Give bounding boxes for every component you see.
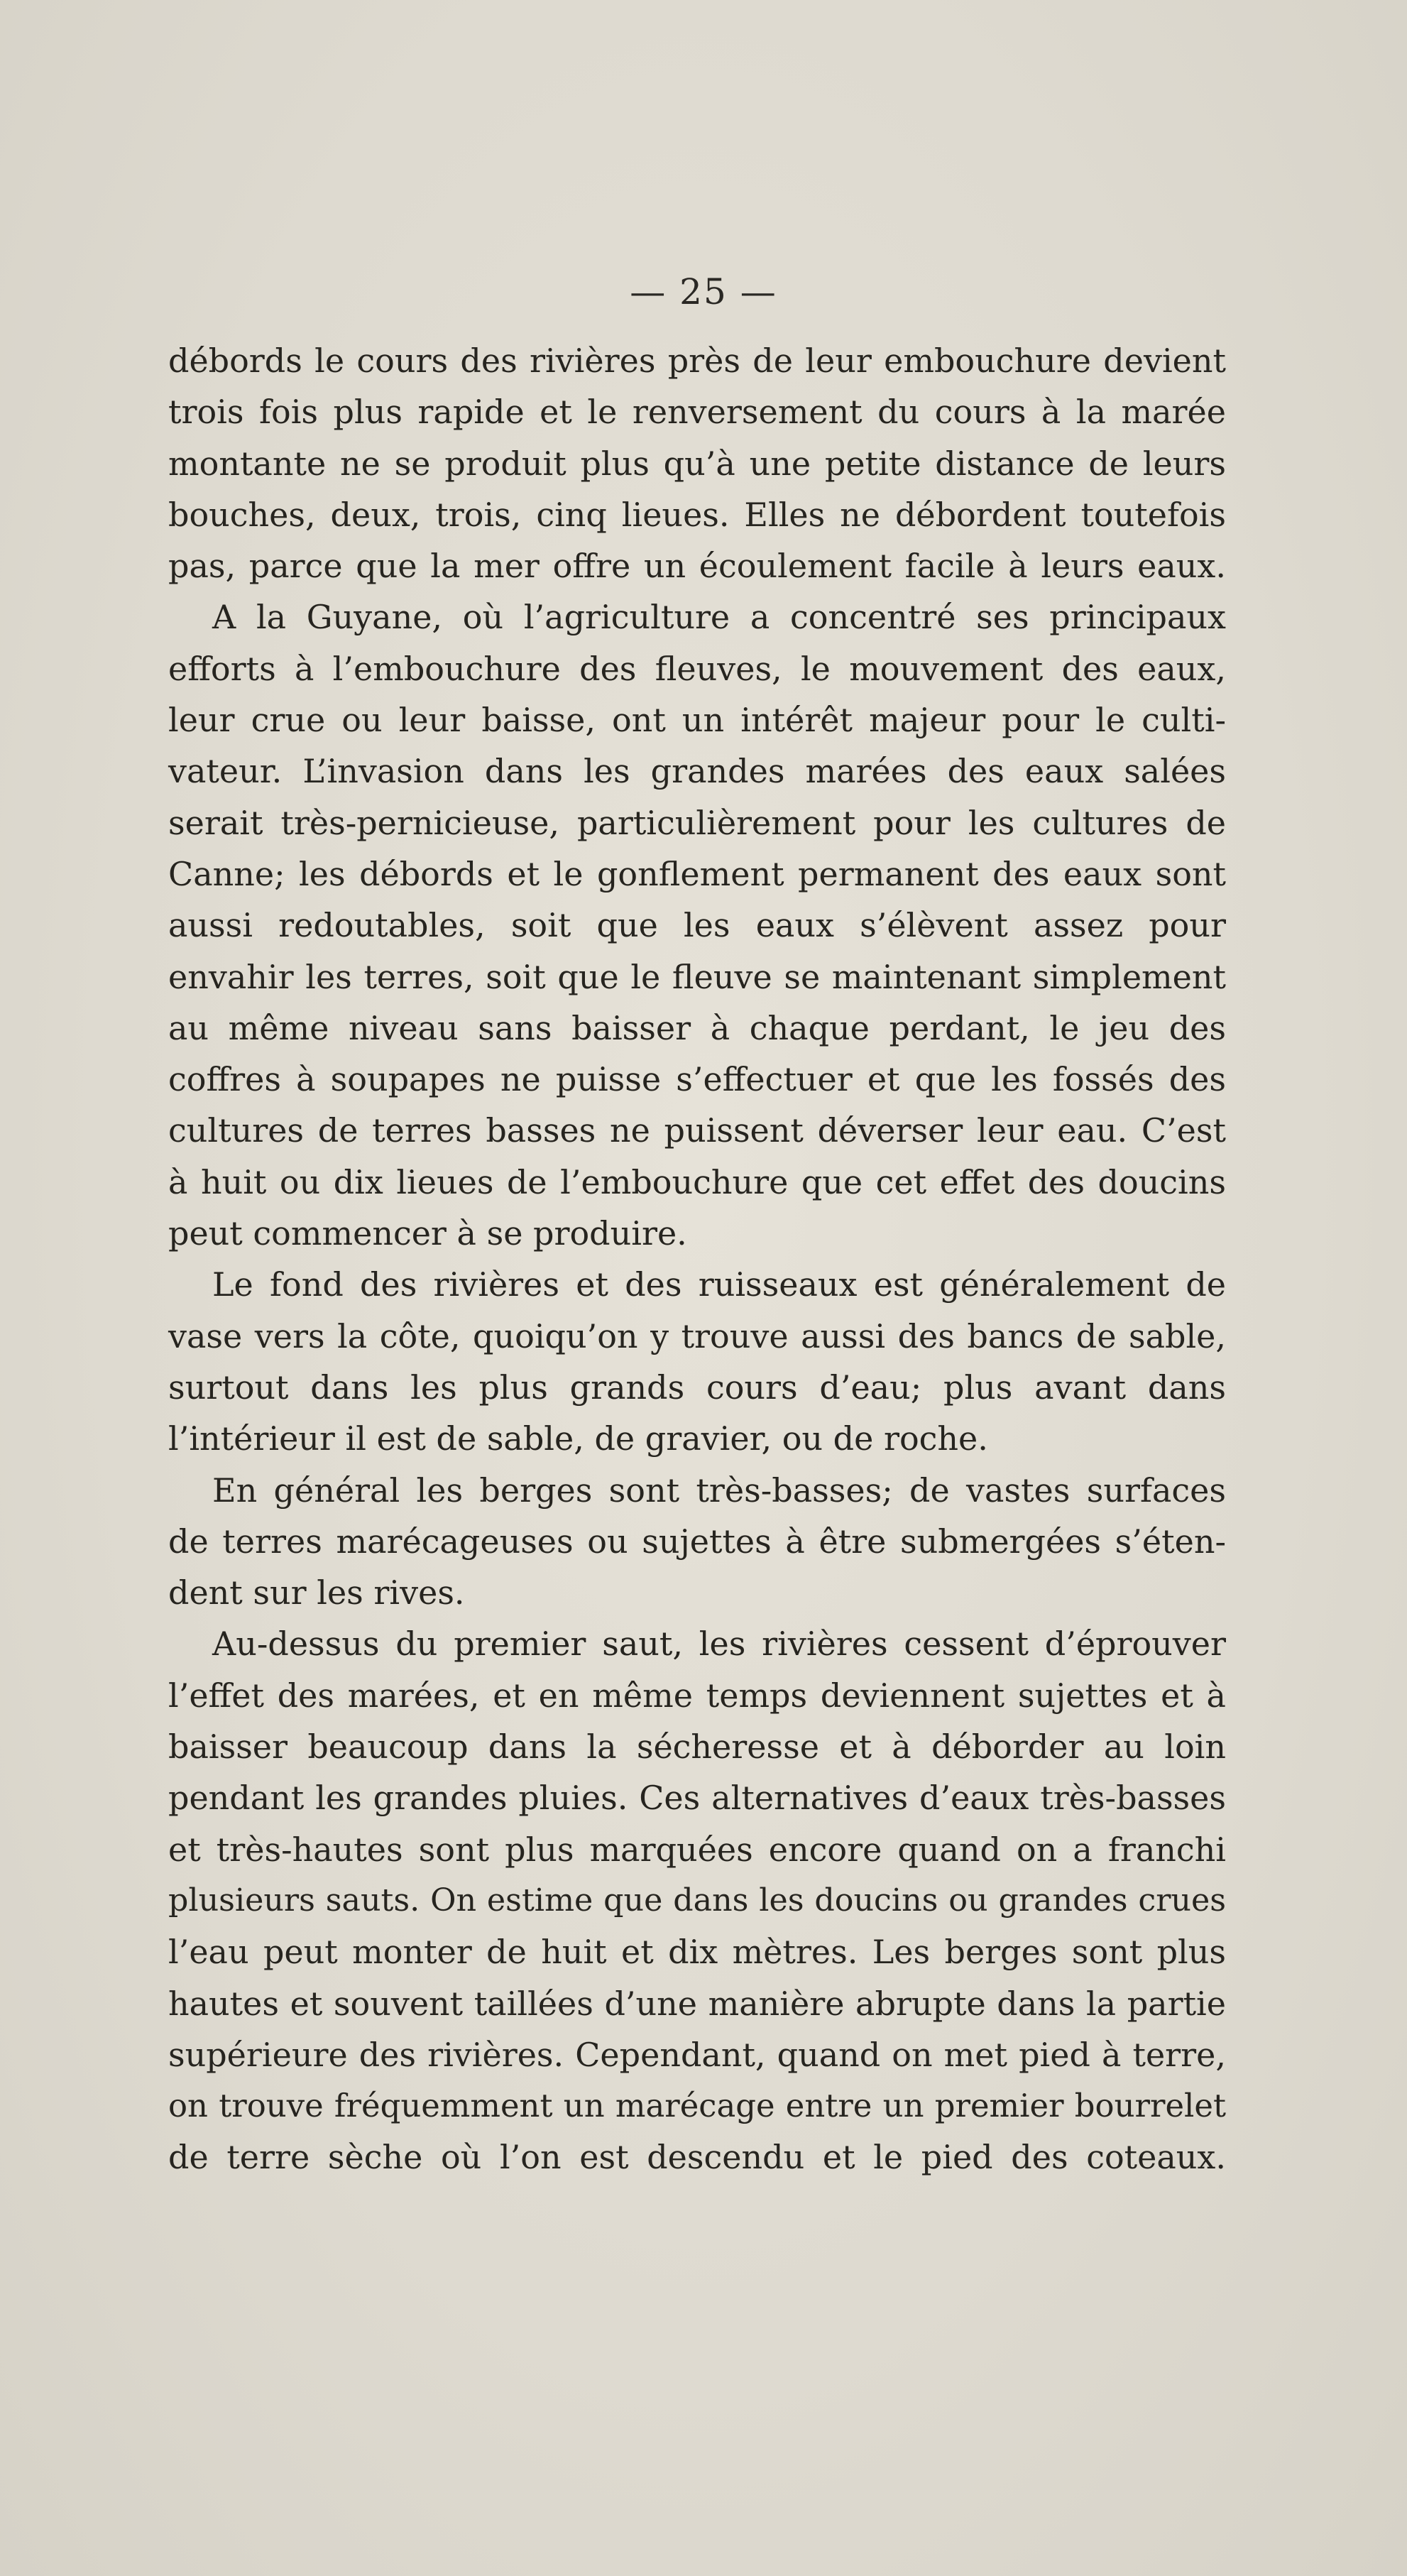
text-line: de terres marécageuses ou sujettes à être submergées s’éten- (168, 1522, 1226, 1561)
text-line: pas, parce que la mer offre un écoulement facile à leurs eaux. (168, 547, 1226, 586)
text-line: l’eau peut monter de huit et dix mètres. Les berges sont plus (168, 1933, 1226, 1972)
paragraph (168, 1465, 1226, 1619)
body-text (168, 335, 1226, 2183)
text-line: plusieurs sauts. On estime que dans les doucins ou grandes crues (168, 1882, 1226, 1919)
text-line: supérieure des rivières. Cependant, quand on met pied à terre, (168, 2035, 1226, 2074)
paragraph (168, 591, 1226, 1259)
text-line: leur crue ou leur baisse, ont un intérêt majeur pour le culti- (168, 701, 1226, 740)
text-line: montante ne se produit plus qu’à une petite distance de leurs (168, 444, 1226, 483)
text-line: au même niveau sans baisser à chaque perdant, le jeu des (168, 1008, 1226, 1047)
text-line: aussi redoutables, soit que les eaux s’élèvent assez pour (168, 906, 1226, 945)
paragraph (168, 335, 1226, 591)
text-line: et très-hautes sont plus marquées encore quand on a franchi (168, 1830, 1226, 1869)
text-line: l’intérieur il est de sable, de gravier, ou de roche. (168, 1419, 988, 1458)
text-line: hautes et souvent taillées d’une manière abrupte dans la partie (168, 1984, 1226, 2023)
text-line: à huit ou dix lieues de l’embouchure que cet effet des doucins (168, 1162, 1226, 1201)
paragraph (168, 1259, 1226, 1464)
text-line: pendant les grandes pluies. Ces alternatives d’eaux très-basses (168, 1779, 1226, 1818)
text-line: envahir les terres, soit que le fleuve se maintenant simplement (168, 957, 1226, 996)
text-line: de terre sèche où l’on est descendu et le pied des coteaux. (168, 2138, 1226, 2177)
text-line: surtout dans les plus grands cours d’eau; plus avant dans (168, 1368, 1226, 1407)
text-line: cultures de terres basses ne puissent déverser leur eau. C’est (168, 1111, 1226, 1150)
text-line: Au-dessus du premier saut, les rivières cessent d’éprouver (212, 1625, 1226, 1664)
text-line: Canne; les débords et le gonflement permanent des eaux sont (168, 854, 1226, 893)
paragraph (168, 1618, 1226, 2183)
text-line: Le fond des rivières et des ruisseaux est généralement de (212, 1265, 1226, 1304)
text-line: l’effet des marées, et en même temps deviennent sujettes et à (168, 1676, 1226, 1715)
text-line: débords le cours des rivières près de leur embouchure devient (168, 342, 1226, 380)
text-line: dent sur les rives. (168, 1573, 465, 1612)
text-line: A la Guyane, où l’agriculture a concentré ses principaux (212, 598, 1226, 637)
text-line: vase vers la côte, quoiqu’on y trouve aussi des bancs de sable, (168, 1316, 1226, 1355)
text-line: En général les berges sont très-basses; de vastes surfaces (212, 1470, 1226, 1510)
text-line: serait très-pernicieuse, particulièrement pour les cultures de (168, 803, 1226, 842)
text-line: baisser beaucoup dans la sécheresse et à déborder au loin (168, 1728, 1226, 1767)
text-line: coffres à soupapes ne puisse s’effectuer et que les fossés des (168, 1060, 1226, 1099)
text-line: bouches, deux, trois, cinq lieues. Elles ne débordent toutefois (168, 495, 1226, 534)
text-line: on trouve fréquemment un marécage entre un premier bourrelet (168, 2087, 1226, 2125)
text-line: peut commencer à se produire. (168, 1214, 687, 1253)
text-line: trois fois plus rapide et le renversement du cours à la marée (168, 393, 1226, 432)
text-line: efforts à l’embouchure des fleuves, le mouvement des eaux, (168, 649, 1226, 688)
page-number: — 25 — (630, 271, 777, 312)
text-line: vateur. L’invasion dans les grandes marées des eaux salées (168, 752, 1226, 791)
